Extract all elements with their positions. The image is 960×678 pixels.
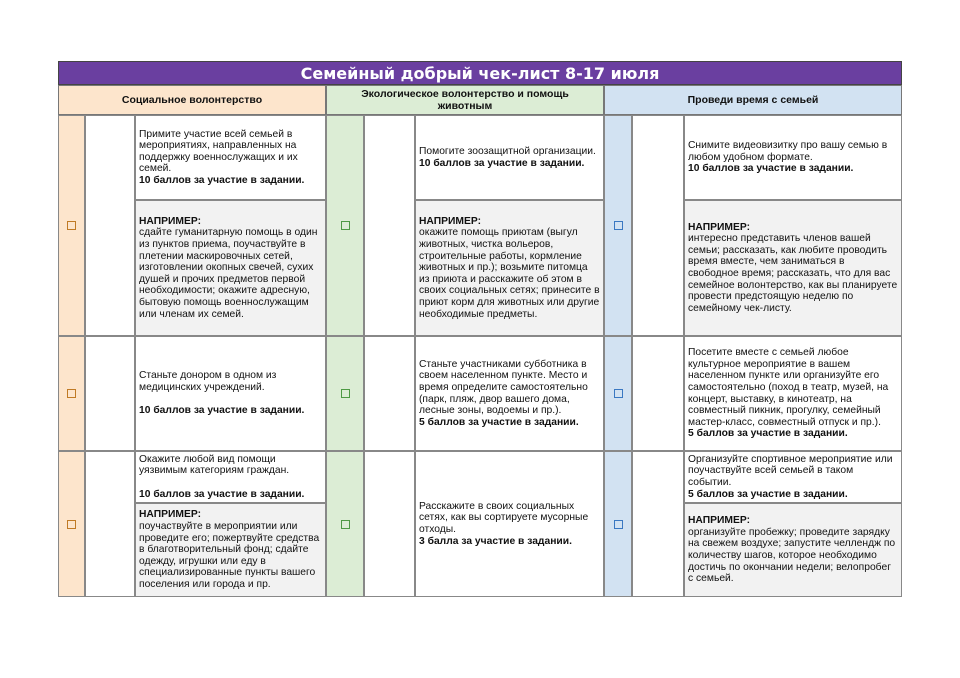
example-text: интересно представить членов вашей семьи; рассказать, как любите проводить время вместе, чем заниматься в свободное время; рассказать, что для вас семейное волонтерство, как вы планируете провести предстоящую неделю по семейному чек-листу. <box>688 233 898 314</box>
example-label: НАПРИМЕР: <box>139 215 202 227</box>
checkbox-icon[interactable] <box>614 520 623 529</box>
mark-cell[interactable] <box>632 336 684 451</box>
checklist-table <box>58 61 902 597</box>
checkbox-cell-social-3[interactable] <box>58 451 85 597</box>
task-text: Помогите зоозащитной организации. <box>419 145 596 157</box>
task-points: 10 баллов за участие в задании. <box>139 488 305 500</box>
example-text: поучаствуйте в мероприятии или проведите его; пожертвуйте средства в благотворительный фонд; сдайте одежду, игрушки или еду в специализированные пункты вашего поселения или города и пр. <box>139 521 320 590</box>
task-social-3 <box>135 451 326 503</box>
column-heading-family: Проведи время с семьей <box>604 85 902 115</box>
mark-cell[interactable] <box>85 336 135 451</box>
task-text: Снимите видеовизитку про вашу семью в любом удобном формате. <box>688 140 888 163</box>
task-family-3 <box>684 451 902 503</box>
example-label: НАПРИМЕР: <box>419 215 482 227</box>
task-family-1 <box>684 115 902 200</box>
task-eco-1 <box>415 115 604 200</box>
mark-cell[interactable] <box>364 336 415 451</box>
task-text: Посетите вместе с семьей любое культурное мероприятие в вашем населенном пункте или организуйте его самостоятельно (поход в театр, музей, на концерт, выставку, в кинотеатр, на совместный пикник, прогулку, семейный мастер-класс, совместный отпуск и пр.). <box>688 347 889 428</box>
task-points: 10 баллов за участие в задании. <box>419 157 585 169</box>
example-eco-1 <box>415 200 604 336</box>
task-points: 10 баллов за участие в задании. <box>139 405 305 417</box>
task-points: 10 баллов за участие в задании. <box>688 163 854 175</box>
example-social-3 <box>135 503 326 597</box>
task-points: 5 баллов за участие в задании. <box>688 428 848 440</box>
task-points: 5 баллов за участие в задании. <box>688 488 848 500</box>
task-text: Расскажите в своих социальных сетях, как вы сортируете мусорные отходы. <box>419 500 589 535</box>
mark-cell[interactable] <box>632 451 684 597</box>
checkbox-cell-family-3[interactable] <box>604 451 632 597</box>
example-label: НАПРИМЕР: <box>139 509 202 521</box>
checkbox-cell-family-1[interactable] <box>604 115 632 336</box>
task-social-1 <box>135 115 326 200</box>
task-social-2 <box>135 336 326 451</box>
checkbox-icon[interactable] <box>614 389 623 398</box>
checkbox-cell-social-2[interactable] <box>58 336 85 451</box>
example-social-1 <box>135 200 326 336</box>
page-title: Семейный добрый чек-лист 8-17 июля <box>58 61 902 85</box>
checkbox-icon[interactable] <box>341 389 350 398</box>
example-family-3 <box>684 503 902 597</box>
checkbox-cell-eco-3[interactable] <box>326 451 364 597</box>
checkbox-icon[interactable] <box>341 221 350 230</box>
mark-cell[interactable] <box>632 115 684 336</box>
mark-cell[interactable] <box>364 115 415 336</box>
example-text: окажите помощь приютам (выгул животных, чистка вольеров, строительные работы, кормление животных и пр.); возьмите питомца из приюта и расскажите об этом в своих социальных сетях; принесите в приют корм для животных или другие необходимые предметы. <box>419 227 600 320</box>
task-points: 10 баллов за участие в задании. <box>139 174 305 186</box>
column-heading-social: Социальное волонтерство <box>58 85 326 115</box>
example-label: НАПРИМЕР: <box>688 515 751 527</box>
task-family-2 <box>684 336 902 451</box>
example-text: сдайте гуманитарную помощь в один из пунктов приема, поучаствуйте в плетении маскировочных сетей, изготовлении окопных свечей, сухих душей и прочих предметов первой необходимости; окажите адресную, бытовую помощь военнослужащим или членам их семей. <box>139 227 318 320</box>
task-eco-3 <box>415 451 604 597</box>
task-text: Станьте участниками субботника в своем населенном пункте. Место и время определите самостоятельно (парк, пляж, двор вашего дома, лесные зоны, водоемы и пр.). <box>419 358 588 417</box>
example-label: НАПРИМЕР: <box>688 221 751 233</box>
task-text: Окажите любой вид помощи уязвимым категориям граждан. <box>139 453 290 477</box>
mark-cell[interactable] <box>364 451 415 597</box>
column-heading-eco: Экологическое волонтерство и помощь животным <box>326 85 604 115</box>
checkbox-cell-family-2[interactable] <box>604 336 632 451</box>
checkbox-cell-social-1[interactable] <box>58 115 85 336</box>
mark-cell[interactable] <box>85 115 135 336</box>
checkbox-cell-eco-1[interactable] <box>326 115 364 336</box>
task-eco-2 <box>415 336 604 451</box>
checkbox-icon[interactable] <box>67 520 76 529</box>
checkbox-icon[interactable] <box>614 221 623 230</box>
checkbox-icon[interactable] <box>67 221 76 230</box>
checkbox-icon[interactable] <box>341 520 350 529</box>
checkbox-cell-eco-2[interactable] <box>326 336 364 451</box>
task-text: Станьте донором в одном из медицинских учреждений. <box>139 370 277 393</box>
task-text: Организуйте спортивное мероприятие или поучаствуйте всей семьей в таком событии. <box>688 453 893 488</box>
example-family-1 <box>684 200 902 336</box>
checkbox-icon[interactable] <box>67 389 76 398</box>
example-text: организуйте пробежку; проведите зарядку на свежем воздухе; запустите челлендж по количеству шагов, которое необходимо достичь по окончании недели; велопробег с семьей. <box>688 526 896 585</box>
task-points: 5 баллов за участие в задании. <box>419 416 579 428</box>
task-text: Примите участие всей семьей в мероприятиях, направленных на поддержку военнослужащих и их семей. <box>139 128 298 175</box>
mark-cell[interactable] <box>85 451 135 597</box>
task-points: 3 балла за участие в задании. <box>419 535 572 547</box>
